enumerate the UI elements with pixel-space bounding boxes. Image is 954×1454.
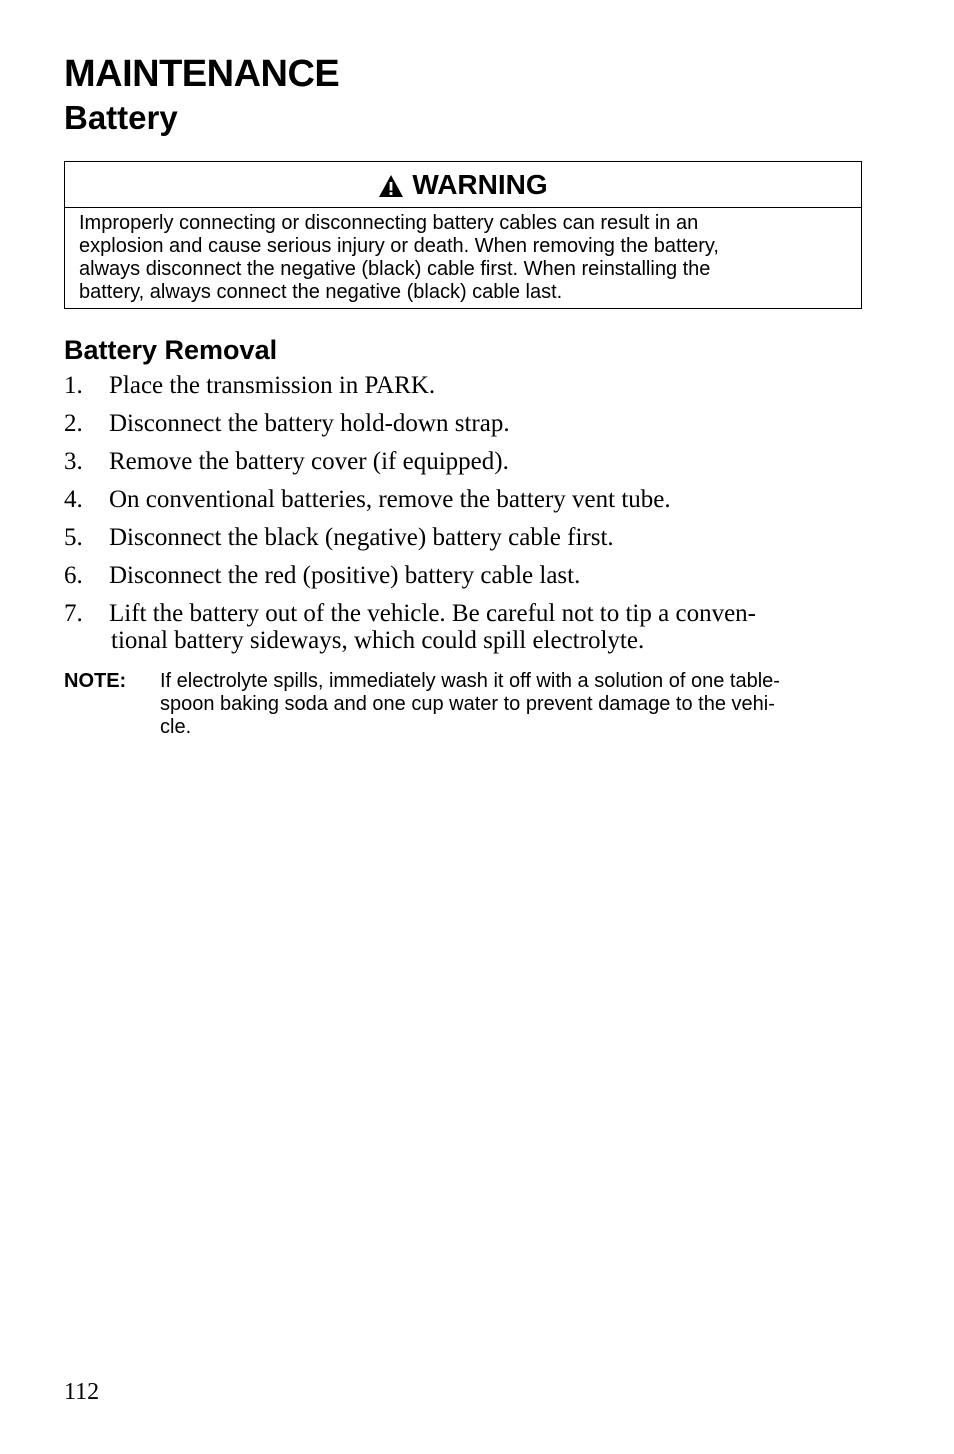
warning-text xyxy=(65,208,861,304)
step-text: Remove the battery cover (if equipped). xyxy=(109,448,509,475)
step-item xyxy=(64,410,864,437)
warning-line: explosion and cause serious injury or death. When removing the battery, xyxy=(79,235,719,257)
note-line: spoon baking soda and one cup water to prevent damage to the vehi- xyxy=(160,693,775,715)
step-line: Lift the battery out of the vehicle. Be careful not to tip a conven- xyxy=(109,600,756,627)
step-text: On conventional batteries, remove the battery vent tube. xyxy=(109,486,671,513)
step-text: Place the transmission in PARK. xyxy=(109,372,436,399)
step-item xyxy=(64,486,864,513)
note xyxy=(64,670,864,739)
step-item xyxy=(64,524,864,551)
page-number: 112 xyxy=(64,1379,100,1405)
step-number: 4. xyxy=(64,486,83,513)
step-number: 5. xyxy=(64,524,83,551)
removal-steps xyxy=(64,372,864,665)
step-number: 7. xyxy=(64,600,83,627)
warning-box xyxy=(64,161,862,309)
step-item xyxy=(64,372,864,399)
warning-label: WARNING xyxy=(412,168,548,200)
step-number: 6. xyxy=(64,562,83,589)
step-text: Disconnect the black (negative) battery cable first. xyxy=(109,524,614,551)
step-item xyxy=(64,448,864,475)
step-item xyxy=(64,562,864,589)
step-number: 2. xyxy=(64,410,83,437)
note-label: NOTE: xyxy=(64,670,127,692)
step-text xyxy=(109,600,864,654)
step-line: tional battery sideways, which could spill electrolyte. xyxy=(111,627,645,654)
step-text: Disconnect the battery hold-down strap. xyxy=(109,410,510,437)
note-line: If electrolyte spills, immediately wash it off with a solution of one table- xyxy=(160,670,780,692)
section-title: Battery xyxy=(64,99,178,136)
step-number: 1. xyxy=(64,372,83,399)
warning-triangle-icon xyxy=(378,174,404,198)
page-title: MAINTENANCE xyxy=(64,53,340,95)
step-text: Disconnect the red (positive) battery cable last. xyxy=(109,562,581,589)
warning-header xyxy=(65,162,861,208)
battery-removal-heading: Battery Removal xyxy=(64,335,278,365)
note-text xyxy=(160,670,864,739)
note-line: cle. xyxy=(160,716,192,738)
warning-line: always disconnect the negative (black) cable first. When reinstalling the xyxy=(79,258,711,280)
warning-line: Improperly connecting or disconnecting battery cables can result in an xyxy=(79,212,699,234)
warning-line: battery, always connect the negative (black) cable last. xyxy=(79,281,563,303)
step-item xyxy=(64,600,864,654)
step-number: 3. xyxy=(64,448,83,475)
